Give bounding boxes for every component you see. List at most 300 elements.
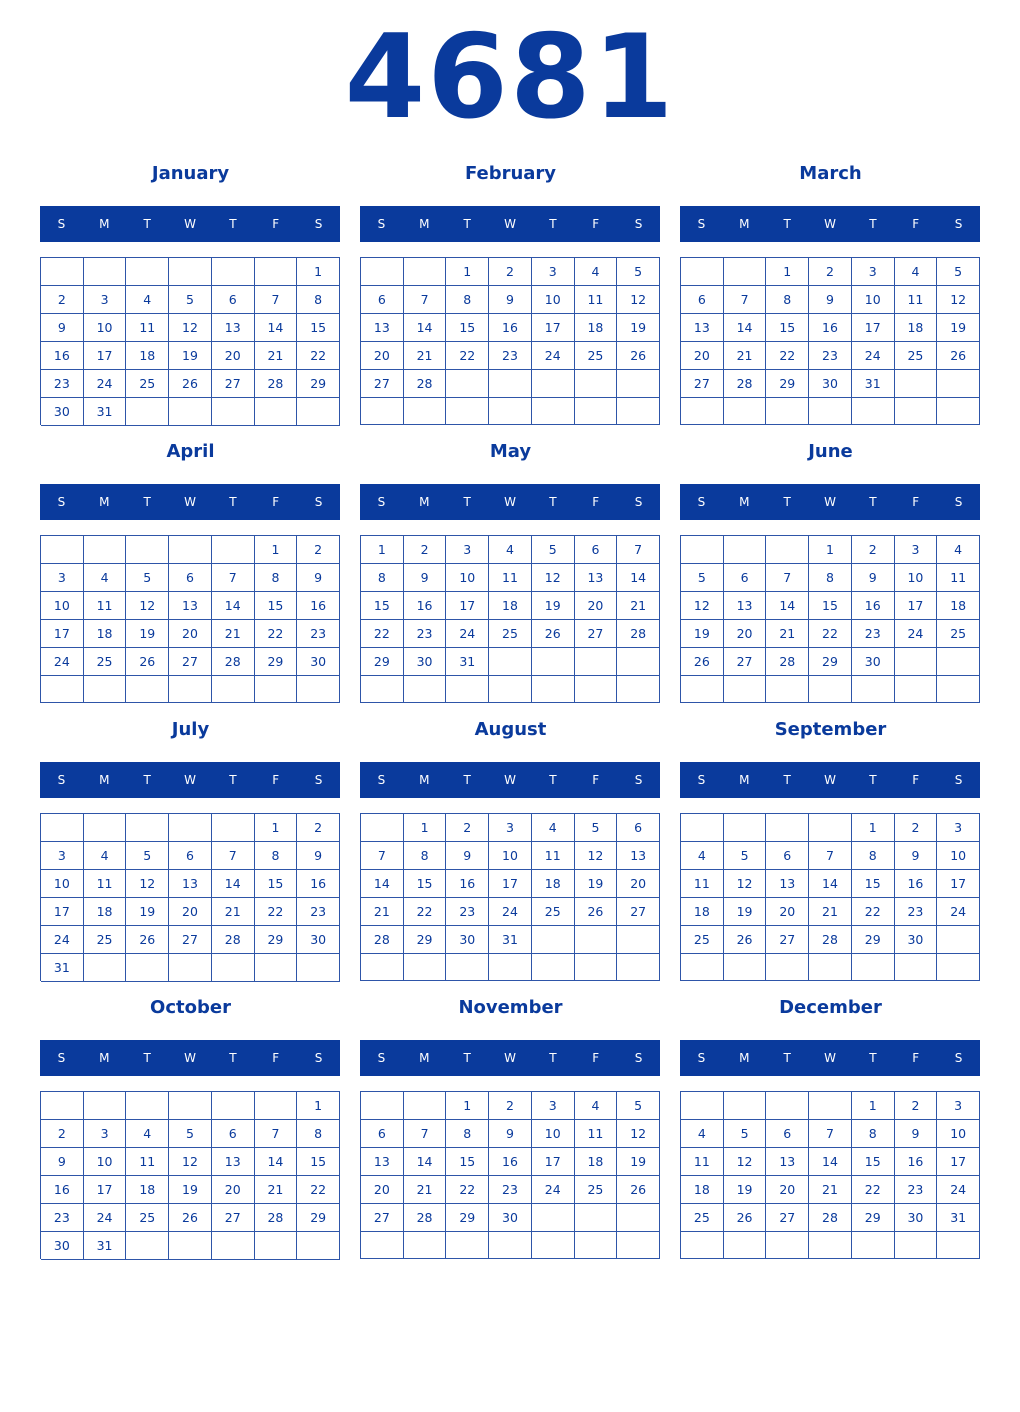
day-cell[interactable]: 2: [297, 814, 340, 842]
day-cell[interactable]: 13: [212, 1148, 255, 1176]
day-cell[interactable]: 5: [617, 1092, 660, 1120]
day-cell[interactable]: 17: [489, 870, 532, 898]
day-cell[interactable]: 14: [255, 1148, 298, 1176]
day-cell[interactable]: 4: [84, 564, 127, 592]
day-cell[interactable]: 8: [361, 564, 404, 592]
day-cell[interactable]: 19: [575, 870, 618, 898]
day-cell[interactable]: 30: [41, 1232, 84, 1260]
day-cell[interactable]: 23: [297, 620, 340, 648]
day-cell[interactable]: 26: [937, 342, 980, 370]
day-cell[interactable]: 19: [724, 898, 767, 926]
day-cell[interactable]: 24: [41, 648, 84, 676]
day-cell[interactable]: 29: [255, 926, 298, 954]
day-cell[interactable]: 18: [489, 592, 532, 620]
day-cell[interactable]: 22: [255, 898, 298, 926]
day-cell[interactable]: 3: [852, 258, 895, 286]
day-cell[interactable]: 16: [852, 592, 895, 620]
day-cell[interactable]: 29: [852, 926, 895, 954]
day-cell[interactable]: 25: [84, 648, 127, 676]
day-cell[interactable]: 10: [937, 1120, 980, 1148]
day-cell[interactable]: 28: [212, 926, 255, 954]
day-cell[interactable]: 2: [895, 814, 938, 842]
day-cell[interactable]: 2: [489, 1092, 532, 1120]
day-cell[interactable]: 1: [446, 258, 489, 286]
day-cell[interactable]: 13: [169, 592, 212, 620]
day-cell[interactable]: 19: [169, 342, 212, 370]
day-cell[interactable]: 21: [809, 1176, 852, 1204]
day-cell[interactable]: 17: [84, 1176, 127, 1204]
day-cell[interactable]: 25: [937, 620, 980, 648]
day-cell[interactable]: 30: [852, 648, 895, 676]
day-cell[interactable]: 18: [532, 870, 575, 898]
day-cell[interactable]: 20: [212, 1176, 255, 1204]
day-cell[interactable]: 11: [489, 564, 532, 592]
day-cell[interactable]: 17: [895, 592, 938, 620]
day-cell[interactable]: 4: [895, 258, 938, 286]
day-cell[interactable]: 1: [446, 1092, 489, 1120]
day-cell[interactable]: 30: [404, 648, 447, 676]
day-cell[interactable]: 3: [84, 1120, 127, 1148]
day-cell[interactable]: 16: [489, 314, 532, 342]
day-cell[interactable]: 30: [297, 926, 340, 954]
day-cell[interactable]: 22: [297, 1176, 340, 1204]
day-cell[interactable]: 7: [809, 1120, 852, 1148]
day-cell[interactable]: 11: [84, 870, 127, 898]
day-cell[interactable]: 15: [852, 1148, 895, 1176]
day-cell[interactable]: 14: [404, 1148, 447, 1176]
day-cell[interactable]: 15: [446, 314, 489, 342]
day-cell[interactable]: 7: [212, 564, 255, 592]
day-cell[interactable]: 31: [84, 398, 127, 426]
day-cell[interactable]: 1: [297, 258, 340, 286]
day-cell[interactable]: 21: [404, 342, 447, 370]
day-cell[interactable]: 6: [169, 564, 212, 592]
day-cell[interactable]: 17: [852, 314, 895, 342]
day-cell[interactable]: 23: [895, 898, 938, 926]
day-cell[interactable]: 13: [617, 842, 660, 870]
day-cell[interactable]: 13: [766, 1148, 809, 1176]
day-cell[interactable]: 9: [489, 1120, 532, 1148]
day-cell[interactable]: 15: [297, 314, 340, 342]
day-cell[interactable]: 2: [489, 258, 532, 286]
day-cell[interactable]: 7: [404, 1120, 447, 1148]
day-cell[interactable]: 14: [361, 870, 404, 898]
day-cell[interactable]: 17: [937, 870, 980, 898]
day-cell[interactable]: 28: [212, 648, 255, 676]
day-cell[interactable]: 2: [41, 1120, 84, 1148]
day-cell[interactable]: 16: [489, 1148, 532, 1176]
day-cell[interactable]: 8: [852, 1120, 895, 1148]
day-cell[interactable]: 8: [446, 1120, 489, 1148]
day-cell[interactable]: 14: [255, 314, 298, 342]
day-cell[interactable]: 19: [532, 592, 575, 620]
day-cell[interactable]: 20: [169, 898, 212, 926]
day-cell[interactable]: 10: [446, 564, 489, 592]
day-cell[interactable]: 26: [532, 620, 575, 648]
day-cell[interactable]: 28: [809, 926, 852, 954]
day-cell[interactable]: 5: [126, 842, 169, 870]
day-cell[interactable]: 21: [212, 620, 255, 648]
day-cell[interactable]: 25: [895, 342, 938, 370]
day-cell[interactable]: 25: [681, 1204, 724, 1232]
day-cell[interactable]: 28: [361, 926, 404, 954]
day-cell[interactable]: 18: [937, 592, 980, 620]
day-cell[interactable]: 20: [169, 620, 212, 648]
day-cell[interactable]: 26: [724, 926, 767, 954]
day-cell[interactable]: 8: [446, 286, 489, 314]
day-cell[interactable]: 18: [575, 1148, 618, 1176]
day-cell[interactable]: 20: [575, 592, 618, 620]
day-cell[interactable]: 6: [766, 842, 809, 870]
day-cell[interactable]: 21: [766, 620, 809, 648]
day-cell[interactable]: 11: [575, 286, 618, 314]
day-cell[interactable]: 31: [41, 954, 84, 982]
day-cell[interactable]: 23: [489, 342, 532, 370]
day-cell[interactable]: 24: [532, 1176, 575, 1204]
day-cell[interactable]: 16: [809, 314, 852, 342]
day-cell[interactable]: 5: [724, 1120, 767, 1148]
day-cell[interactable]: 20: [766, 1176, 809, 1204]
day-cell[interactable]: 14: [809, 870, 852, 898]
day-cell[interactable]: 25: [532, 898, 575, 926]
day-cell[interactable]: 4: [532, 814, 575, 842]
day-cell[interactable]: 5: [169, 1120, 212, 1148]
day-cell[interactable]: 26: [126, 648, 169, 676]
day-cell[interactable]: 15: [446, 1148, 489, 1176]
day-cell[interactable]: 14: [212, 870, 255, 898]
day-cell[interactable]: 21: [617, 592, 660, 620]
day-cell[interactable]: 25: [84, 926, 127, 954]
day-cell[interactable]: 5: [575, 814, 618, 842]
day-cell[interactable]: 20: [766, 898, 809, 926]
day-cell[interactable]: 13: [212, 314, 255, 342]
day-cell[interactable]: 21: [404, 1176, 447, 1204]
day-cell[interactable]: 24: [937, 1176, 980, 1204]
day-cell[interactable]: 29: [852, 1204, 895, 1232]
day-cell[interactable]: 11: [681, 870, 724, 898]
day-cell[interactable]: 15: [809, 592, 852, 620]
day-cell[interactable]: 10: [532, 1120, 575, 1148]
day-cell[interactable]: 4: [126, 1120, 169, 1148]
day-cell[interactable]: 25: [126, 1204, 169, 1232]
day-cell[interactable]: 24: [41, 926, 84, 954]
day-cell[interactable]: 8: [255, 564, 298, 592]
day-cell[interactable]: 6: [212, 1120, 255, 1148]
day-cell[interactable]: 22: [297, 342, 340, 370]
day-cell[interactable]: 14: [809, 1148, 852, 1176]
day-cell[interactable]: 9: [489, 286, 532, 314]
day-cell[interactable]: 19: [617, 1148, 660, 1176]
day-cell[interactable]: 27: [169, 926, 212, 954]
day-cell[interactable]: 27: [361, 370, 404, 398]
day-cell[interactable]: 24: [895, 620, 938, 648]
day-cell[interactable]: 6: [361, 1120, 404, 1148]
day-cell[interactable]: 29: [361, 648, 404, 676]
day-cell[interactable]: 4: [681, 1120, 724, 1148]
day-cell[interactable]: 22: [255, 620, 298, 648]
day-cell[interactable]: 8: [255, 842, 298, 870]
day-cell[interactable]: 17: [937, 1148, 980, 1176]
day-cell[interactable]: 24: [84, 370, 127, 398]
day-cell[interactable]: 27: [617, 898, 660, 926]
day-cell[interactable]: 3: [937, 814, 980, 842]
day-cell[interactable]: 23: [895, 1176, 938, 1204]
day-cell[interactable]: 18: [895, 314, 938, 342]
day-cell[interactable]: 23: [41, 1204, 84, 1232]
day-cell[interactable]: 16: [41, 342, 84, 370]
day-cell[interactable]: 3: [41, 564, 84, 592]
day-cell[interactable]: 29: [255, 648, 298, 676]
day-cell[interactable]: 9: [41, 1148, 84, 1176]
day-cell[interactable]: 29: [809, 648, 852, 676]
day-cell[interactable]: 26: [617, 1176, 660, 1204]
day-cell[interactable]: 12: [126, 870, 169, 898]
day-cell[interactable]: 1: [361, 536, 404, 564]
day-cell[interactable]: 22: [446, 1176, 489, 1204]
day-cell[interactable]: 9: [446, 842, 489, 870]
day-cell[interactable]: 6: [724, 564, 767, 592]
day-cell[interactable]: 3: [532, 1092, 575, 1120]
day-cell[interactable]: 10: [937, 842, 980, 870]
day-cell[interactable]: 12: [169, 1148, 212, 1176]
day-cell[interactable]: 18: [84, 898, 127, 926]
day-cell[interactable]: 15: [766, 314, 809, 342]
day-cell[interactable]: 3: [532, 258, 575, 286]
day-cell[interactable]: 23: [489, 1176, 532, 1204]
day-cell[interactable]: 31: [852, 370, 895, 398]
day-cell[interactable]: 23: [809, 342, 852, 370]
day-cell[interactable]: 18: [126, 342, 169, 370]
day-cell[interactable]: 23: [297, 898, 340, 926]
day-cell[interactable]: 18: [681, 1176, 724, 1204]
day-cell[interactable]: 4: [937, 536, 980, 564]
day-cell[interactable]: 10: [84, 314, 127, 342]
day-cell[interactable]: 9: [297, 564, 340, 592]
day-cell[interactable]: 19: [169, 1176, 212, 1204]
day-cell[interactable]: 22: [361, 620, 404, 648]
day-cell[interactable]: 11: [937, 564, 980, 592]
day-cell[interactable]: 25: [575, 342, 618, 370]
day-cell[interactable]: 12: [169, 314, 212, 342]
day-cell[interactable]: 10: [895, 564, 938, 592]
day-cell[interactable]: 12: [617, 1120, 660, 1148]
day-cell[interactable]: 13: [361, 1148, 404, 1176]
day-cell[interactable]: 30: [41, 398, 84, 426]
day-cell[interactable]: 30: [895, 1204, 938, 1232]
day-cell[interactable]: 3: [446, 536, 489, 564]
day-cell[interactable]: 28: [404, 1204, 447, 1232]
day-cell[interactable]: 30: [297, 648, 340, 676]
day-cell[interactable]: 18: [84, 620, 127, 648]
day-cell[interactable]: 14: [404, 314, 447, 342]
day-cell[interactable]: 14: [617, 564, 660, 592]
day-cell[interactable]: 24: [532, 342, 575, 370]
day-cell[interactable]: 7: [212, 842, 255, 870]
day-cell[interactable]: 22: [852, 1176, 895, 1204]
day-cell[interactable]: 4: [575, 1092, 618, 1120]
day-cell[interactable]: 12: [681, 592, 724, 620]
day-cell[interactable]: 6: [169, 842, 212, 870]
day-cell[interactable]: 26: [724, 1204, 767, 1232]
day-cell[interactable]: 9: [895, 1120, 938, 1148]
day-cell[interactable]: 16: [446, 870, 489, 898]
day-cell[interactable]: 31: [84, 1232, 127, 1260]
day-cell[interactable]: 5: [724, 842, 767, 870]
day-cell[interactable]: 8: [809, 564, 852, 592]
day-cell[interactable]: 26: [169, 370, 212, 398]
day-cell[interactable]: 9: [809, 286, 852, 314]
day-cell[interactable]: 5: [169, 286, 212, 314]
day-cell[interactable]: 2: [404, 536, 447, 564]
day-cell[interactable]: 3: [937, 1092, 980, 1120]
day-cell[interactable]: 12: [724, 1148, 767, 1176]
day-cell[interactable]: 28: [809, 1204, 852, 1232]
day-cell[interactable]: 8: [766, 286, 809, 314]
day-cell[interactable]: 15: [255, 870, 298, 898]
day-cell[interactable]: 2: [809, 258, 852, 286]
day-cell[interactable]: 7: [617, 536, 660, 564]
day-cell[interactable]: 20: [681, 342, 724, 370]
day-cell[interactable]: 21: [212, 898, 255, 926]
day-cell[interactable]: 16: [404, 592, 447, 620]
day-cell[interactable]: 7: [404, 286, 447, 314]
day-cell[interactable]: 30: [809, 370, 852, 398]
day-cell[interactable]: 27: [681, 370, 724, 398]
day-cell[interactable]: 29: [297, 1204, 340, 1232]
day-cell[interactable]: 12: [575, 842, 618, 870]
day-cell[interactable]: 8: [404, 842, 447, 870]
day-cell[interactable]: 16: [297, 870, 340, 898]
day-cell[interactable]: 10: [41, 870, 84, 898]
day-cell[interactable]: 1: [766, 258, 809, 286]
day-cell[interactable]: 16: [41, 1176, 84, 1204]
day-cell[interactable]: 3: [489, 814, 532, 842]
day-cell[interactable]: 29: [404, 926, 447, 954]
day-cell[interactable]: 4: [126, 286, 169, 314]
day-cell[interactable]: 24: [937, 898, 980, 926]
day-cell[interactable]: 17: [41, 898, 84, 926]
day-cell[interactable]: 15: [404, 870, 447, 898]
day-cell[interactable]: 21: [809, 898, 852, 926]
day-cell[interactable]: 18: [575, 314, 618, 342]
day-cell[interactable]: 28: [617, 620, 660, 648]
day-cell[interactable]: 11: [532, 842, 575, 870]
day-cell[interactable]: 3: [41, 842, 84, 870]
day-cell[interactable]: 21: [255, 1176, 298, 1204]
day-cell[interactable]: 23: [446, 898, 489, 926]
day-cell[interactable]: 3: [84, 286, 127, 314]
day-cell[interactable]: 16: [297, 592, 340, 620]
day-cell[interactable]: 2: [41, 286, 84, 314]
day-cell[interactable]: 11: [126, 314, 169, 342]
day-cell[interactable]: 19: [617, 314, 660, 342]
day-cell[interactable]: 4: [681, 842, 724, 870]
day-cell[interactable]: 15: [361, 592, 404, 620]
day-cell[interactable]: 19: [126, 898, 169, 926]
day-cell[interactable]: 28: [255, 370, 298, 398]
day-cell[interactable]: 1: [809, 536, 852, 564]
day-cell[interactable]: 10: [852, 286, 895, 314]
day-cell[interactable]: 18: [126, 1176, 169, 1204]
day-cell[interactable]: 7: [361, 842, 404, 870]
day-cell[interactable]: 27: [724, 648, 767, 676]
day-cell[interactable]: 16: [895, 870, 938, 898]
day-cell[interactable]: 19: [937, 314, 980, 342]
day-cell[interactable]: 20: [617, 870, 660, 898]
day-cell[interactable]: 7: [809, 842, 852, 870]
day-cell[interactable]: 25: [681, 926, 724, 954]
day-cell[interactable]: 27: [766, 926, 809, 954]
day-cell[interactable]: 3: [895, 536, 938, 564]
day-cell[interactable]: 11: [575, 1120, 618, 1148]
day-cell[interactable]: 9: [404, 564, 447, 592]
day-cell[interactable]: 28: [766, 648, 809, 676]
day-cell[interactable]: 1: [404, 814, 447, 842]
day-cell[interactable]: 9: [297, 842, 340, 870]
day-cell[interactable]: 22: [852, 898, 895, 926]
day-cell[interactable]: 29: [446, 1204, 489, 1232]
day-cell[interactable]: 7: [724, 286, 767, 314]
day-cell[interactable]: 15: [255, 592, 298, 620]
day-cell[interactable]: 28: [404, 370, 447, 398]
day-cell[interactable]: 14: [766, 592, 809, 620]
day-cell[interactable]: 31: [937, 1204, 980, 1232]
day-cell[interactable]: 1: [852, 814, 895, 842]
day-cell[interactable]: 17: [84, 342, 127, 370]
day-cell[interactable]: 20: [361, 342, 404, 370]
day-cell[interactable]: 11: [126, 1148, 169, 1176]
day-cell[interactable]: 11: [84, 592, 127, 620]
day-cell[interactable]: 28: [724, 370, 767, 398]
day-cell[interactable]: 19: [681, 620, 724, 648]
day-cell[interactable]: 25: [489, 620, 532, 648]
day-cell[interactable]: 26: [617, 342, 660, 370]
day-cell[interactable]: 22: [809, 620, 852, 648]
day-cell[interactable]: 14: [212, 592, 255, 620]
day-cell[interactable]: 15: [852, 870, 895, 898]
day-cell[interactable]: 31: [446, 648, 489, 676]
day-cell[interactable]: 6: [361, 286, 404, 314]
day-cell[interactable]: 12: [617, 286, 660, 314]
day-cell[interactable]: 6: [575, 536, 618, 564]
day-cell[interactable]: 10: [532, 286, 575, 314]
day-cell[interactable]: 6: [766, 1120, 809, 1148]
day-cell[interactable]: 1: [297, 1092, 340, 1120]
day-cell[interactable]: 17: [532, 1148, 575, 1176]
day-cell[interactable]: 28: [255, 1204, 298, 1232]
day-cell[interactable]: 5: [126, 564, 169, 592]
day-cell[interactable]: 16: [895, 1148, 938, 1176]
day-cell[interactable]: 1: [852, 1092, 895, 1120]
day-cell[interactable]: 4: [575, 258, 618, 286]
day-cell[interactable]: 5: [617, 258, 660, 286]
day-cell[interactable]: 4: [489, 536, 532, 564]
day-cell[interactable]: 1: [255, 814, 298, 842]
day-cell[interactable]: 13: [169, 870, 212, 898]
day-cell[interactable]: 2: [852, 536, 895, 564]
day-cell[interactable]: 5: [532, 536, 575, 564]
day-cell[interactable]: 30: [489, 1204, 532, 1232]
day-cell[interactable]: 10: [41, 592, 84, 620]
day-cell[interactable]: 8: [297, 1120, 340, 1148]
day-cell[interactable]: 24: [489, 898, 532, 926]
day-cell[interactable]: 17: [446, 592, 489, 620]
day-cell[interactable]: 20: [361, 1176, 404, 1204]
day-cell[interactable]: 27: [212, 370, 255, 398]
day-cell[interactable]: 26: [575, 898, 618, 926]
day-cell[interactable]: 12: [937, 286, 980, 314]
day-cell[interactable]: 19: [126, 620, 169, 648]
